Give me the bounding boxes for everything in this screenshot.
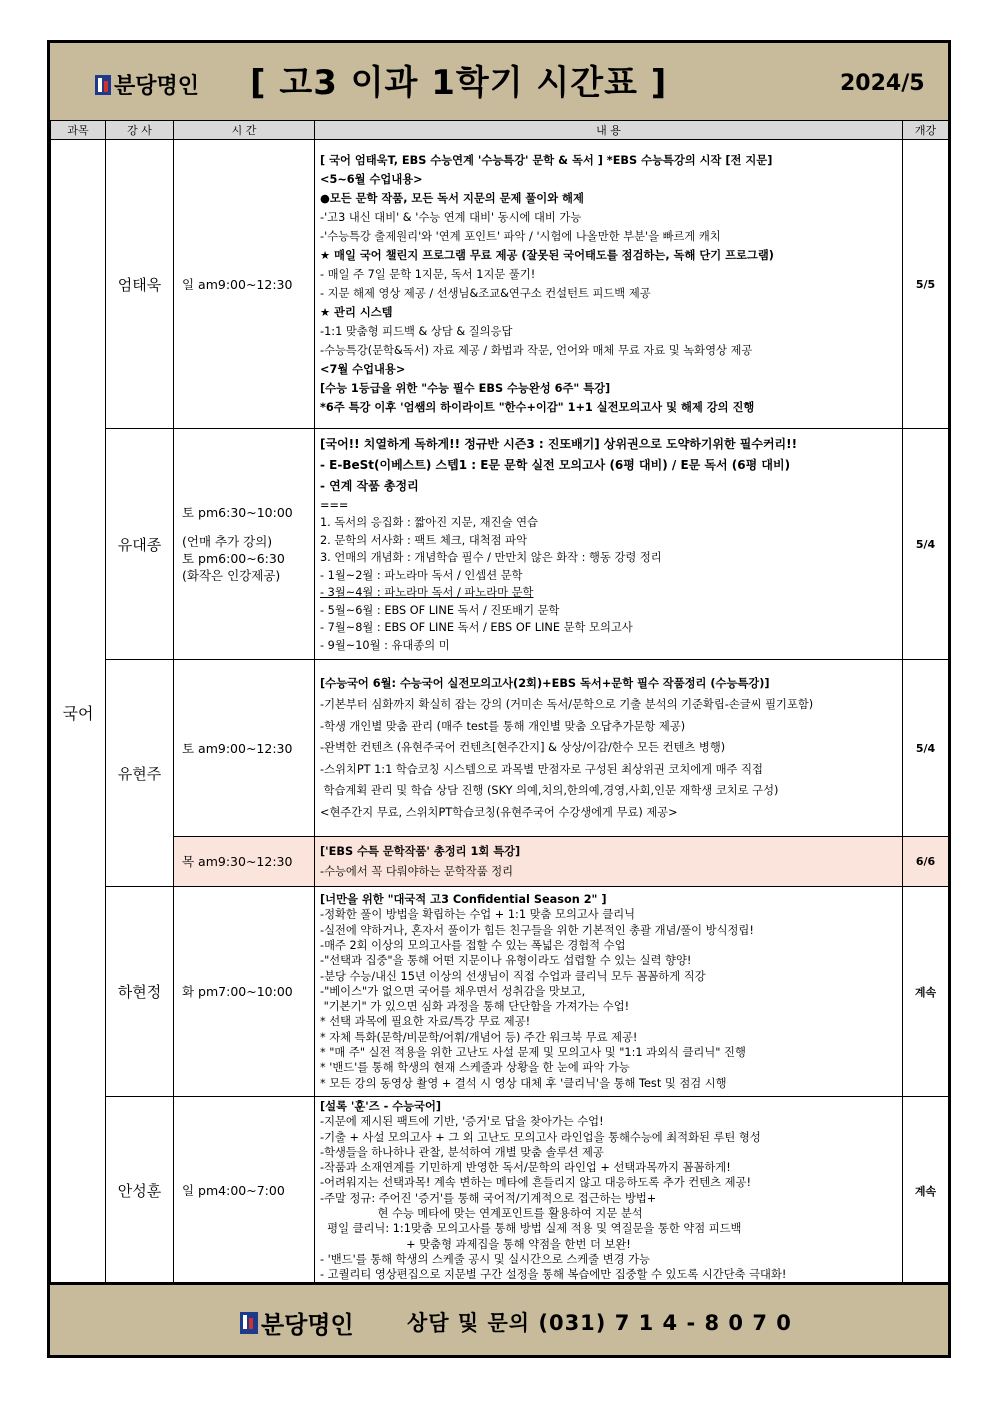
content-line: * "매 주" 실전 적용을 위한 고난도 사설 문제 및 모의고사 및 "1:1 과외식 클리닉" 진행: [320, 1046, 746, 1060]
time-line: 일 am9:00~12:30: [182, 276, 293, 292]
content-line: -수능특강(문학&독서) 자료 제공 / 화법과 작문, 언어와 매체 무료 자료 및 녹화영상 제공: [320, 344, 753, 357]
start-cell: 계속: [903, 887, 949, 1097]
content-line: - 연계 작품 총정리: [320, 478, 419, 493]
instructor-cell: 하현정: [106, 887, 174, 1097]
content-line: "기본기" 가 있으면 심화 과정을 통해 단단함을 가져가는 수업!: [320, 1000, 630, 1014]
content-line: - E-BeSt(이베스트) 스텝1 : E문 문학 실전 모의고사 (6평 대비) / E문 독서 (6평 대비): [320, 457, 791, 472]
content-line: + 맞춤형 과제집을 통해 약점을 한번 더 보완!: [320, 1237, 631, 1251]
logo-icon: [95, 75, 111, 95]
content-line: ●모든 문학 작품, 모든 독서 지문의 문제 풀이와 해제: [320, 192, 584, 205]
content-line: ★ 매일 국어 챌린지 프로그램 무료 제공 (잘못된 국어태도를 점검하는, 독해 단기 프로그램): [320, 249, 774, 262]
content-line: - 1월~2월 : 파노라마 독서 / 인셉션 문학: [320, 568, 523, 582]
content-cell: [315, 140, 903, 429]
content-line: -매주 2회 이상의 모의고사를 접할 수 있는 폭넓은 경험적 수업: [320, 938, 626, 952]
time-cell: [174, 140, 315, 429]
header-bar: [50, 43, 948, 123]
start-cell: 5/5: [903, 140, 949, 429]
content-line: -실전에 약하거나, 혼자서 풀이가 힘든 친구들을 위한 기본적인 총괄 개념/풀이 방식정립!: [320, 923, 754, 937]
content-line: 1. 독서의 응집화 : 짧아진 지문, 재진술 연습: [320, 516, 538, 530]
content-line: <5~6월 수업내용>: [320, 173, 423, 186]
content-line: - 3월~4월 : 파노라마 독서 / 파노라마 문학: [320, 586, 534, 600]
content-line: <7월 수업내용>: [320, 363, 406, 376]
content-line: - 지문 해제 영상 제공 / 선생님&조교&연구소 컨설턴트 피드백 제공: [320, 287, 651, 300]
brand-logo: [95, 69, 199, 100]
content-line: ===: [320, 498, 349, 512]
content-cell: [315, 429, 903, 660]
content-line: * '밴드'를 통해 학생의 현재 스케줄과 상황을 한 눈에 파악 가능: [320, 1061, 630, 1075]
content-line: [설록 '훈'즈 - 수능국어]: [320, 1100, 442, 1113]
time-cell: [174, 660, 315, 837]
content-line: -주말 정규: 주어진 '증거'를 통해 국어적/기계적으로 접근하는 방법+: [320, 1191, 657, 1205]
content-cell: [315, 660, 903, 837]
content-line: - 7월~8월 : EBS OF LINE 독서 / EBS OF LINE 문학 모의고사: [320, 621, 633, 635]
table-header-row: [51, 121, 949, 140]
col-subject: 과목: [51, 121, 106, 140]
contact-info: 상담 및 문의 (031) 7 1 4 - 8 0 7 0: [407, 1311, 792, 1335]
start-cell: 5/4: [903, 660, 949, 837]
content-line: 현 수능 메타에 맞는 연계포인트를 활용하여 지문 분석: [320, 1207, 643, 1221]
time-cell: [174, 429, 315, 660]
table-row: [51, 887, 949, 1097]
content-line: *6주 특강 이후 '엄쌤의 하이라이트 "한수+이감" 1+1 실전모의고사 및 해제 강의 진행: [320, 401, 755, 414]
content-line: 학습계획 관리 및 학습 상담 진행 (SKY 의예,치의,한의예,경영,사회,인문 재학생 코치로 구성): [320, 784, 779, 798]
content-line: -스위치PT 1:1 학습코칭 시스템으로 과목별 만점자로 구성된 최상위권 코치에게 매주 직접: [320, 762, 763, 776]
col-content: 내 용: [315, 121, 903, 140]
page-title: [ 고3 이과 1학기 시간표 ]: [250, 63, 668, 103]
time-line: 토 pm6:30~10:00: [182, 505, 293, 520]
content-line: ★ 관리 시스템: [320, 306, 393, 319]
table-row: [51, 429, 949, 660]
content-line: 평일 클리닉: 1:1맞춤 모의고사를 통해 방법 실제 적용 및 역질문을 통한 약점 피드백: [320, 1222, 742, 1236]
content-line: 3. 언매의 개념화 : 개념학습 필수 / 만만치 않은 화작 : 행동 강령 정리: [320, 551, 662, 565]
content-line: -"베이스"가 없으면 국어를 채우면서 성취감을 맛보고,: [320, 984, 586, 998]
content-line: - '밴드'를 통해 학생의 스케줄 공시 및 실시간으로 스케줄 변경 가능: [320, 1252, 650, 1266]
logo-icon: [240, 1312, 258, 1334]
time-line: 토 am9:00~12:30: [182, 740, 293, 756]
time-cell: [174, 1097, 315, 1286]
start-cell: 6/6: [903, 837, 949, 887]
col-start: 개강: [903, 121, 949, 140]
content-line: [ 국어 엄태욱T, EBS 수능연계 '수능특강' 문학 & 독서 ] *EBS 수능특강의 시작 [전 지문]: [320, 154, 773, 167]
content-line: -학생 개인별 맞춤 관리 (매주 test를 통해 개인별 맞춤 오답추가문항 제공): [320, 719, 686, 733]
instructor-cell: 엄태욱: [106, 140, 174, 429]
content-line: <현주간지 무료, 스위치PT학습코칭(유현주국어 수강생에게 무료) 제공>: [320, 805, 678, 819]
content-cell: [315, 837, 903, 887]
table-row: [51, 140, 949, 429]
content-line: -분당 수능/내신 15년 이상의 선생님이 직접 수업과 클리닉 모두 꼼꼼하게 직강: [320, 969, 706, 983]
col-time: 시 간: [174, 121, 315, 140]
start-cell: 5/4: [903, 429, 949, 660]
content-line: * 모든 강의 동영상 촬영 + 결석 시 영상 대체 후 '클리닉'을 통해 Test 및 점검 시행: [320, 1076, 727, 1090]
schedule-table: [50, 120, 949, 1286]
content-line: -"선택과 집중"을 통해 어떤 지문이나 유형이라도 섭렵할 수 있는 실력 향양!: [320, 954, 692, 968]
time-line: (언매 추가 강의): [182, 534, 273, 549]
table-row: [51, 660, 949, 837]
content-line: [너만을 위한 "대국적 고3 Confidential Season 2" ]: [320, 893, 607, 907]
instructor-cell: 유현주: [106, 660, 174, 887]
instructor-cell: 안성훈: [106, 1097, 174, 1286]
content-line: - 고퀄리티 영상편집으로 지문별 구간 설정을 통해 복습에만 집중할 수 있도록 시간단축 극대화!: [320, 1268, 787, 1282]
time-cell: [174, 887, 315, 1097]
content-line: - 매일 주 7일 문학 1지문, 독서 1지문 풀기!: [320, 268, 536, 281]
content-line: -1:1 맞춤형 피드백 & 상담 & 질의응답: [320, 325, 513, 338]
instructor-cell: 유대종: [106, 429, 174, 660]
content-line: -기본부터 심화까지 확실히 잡는 강의 (거미손 독서/문학으로 기출 분석의 기준확립-손글씨 필기포함): [320, 698, 814, 712]
content-line: -지문에 제시된 팩트에 기반, '증거'로 답을 찾아가는 수업!: [320, 1115, 604, 1129]
col-instructor: 강 사: [106, 121, 174, 140]
content-line: -기출 + 사설 모의고사 + 그 외 고난도 모의고사 라인업을 통해수능에 최적화된 루틴 형성: [320, 1130, 761, 1144]
content-line: [수능 1등급을 위한 "수능 필수 EBS 수능완성 6주" 특강]: [320, 382, 611, 395]
content-line: * 자체 특화(문학/비문학/어휘/개념어 등) 주간 워크북 무료 제공!: [320, 1030, 638, 1044]
table-row: [51, 1097, 949, 1286]
content-line: -'고3 내신 대비' & '수능 연계 대비' 동시에 대비 가능: [320, 211, 582, 224]
time-line: 토 pm6:00~6:30: [182, 551, 285, 566]
content-line: -'수능특강 출제원리'와 '연계 포인트' 파악 / '시험에 나올만한 부분'을 빠르게 캐치: [320, 230, 721, 243]
content-cell: [315, 1097, 903, 1286]
content-line: -정확한 풀이 방법을 확립하는 수업 + 1:1 맞춤 모의고사 클리닉: [320, 908, 636, 922]
content-line: 2. 문학의 서사화 : 팩트 체크, 대척점 파악: [320, 533, 528, 547]
content-line: -학생들을 하나하나 관찰, 분석하여 개별 맞춤 솔루션 제공: [320, 1145, 604, 1159]
content-line: [국어!! 치열하게 독하게!! 정규반 시즌3 : 진또배기] 상위권으로 도약하기위한 필수커리!!: [320, 436, 798, 451]
start-cell: 계속: [903, 1097, 949, 1286]
content-line: [수능국어 6월: 수능국어 실전모의고사(2회)+EBS 독서+문학 필수 작품정리 (수능특강)]: [320, 676, 770, 690]
logo-text: 분당명인: [261, 1311, 354, 1339]
content-line: -어려워지는 선택과목! 계속 변하는 메타에 흔들리지 않고 대응하도록 추가 컨텐츠 제공!: [320, 1176, 751, 1190]
time-line: 목 am9:30~12:30: [182, 854, 293, 869]
content-line: -완벽한 컨텐츠 (유현주국어 컨텐츠[현주간지] & 상상/이감/한수 모든 컨텐츠 병행): [320, 741, 726, 755]
content-cell: [315, 887, 903, 1097]
content-line: -수능에서 꼭 다뤄야하는 문학작품 정리: [320, 864, 514, 878]
footer-bar: [50, 1282, 948, 1355]
time-cell: [174, 837, 315, 887]
content-line: - 9월~10월 : 유대종의 미: [320, 638, 450, 652]
logo-text: 분당명인: [114, 74, 200, 99]
content-line: - 5월~6월 : EBS OF LINE 독서 / 진또배기 문학: [320, 603, 560, 617]
timetable-frame: [47, 40, 951, 1358]
time-line: 일 pm4:00~7:00: [182, 1183, 285, 1199]
footer-logo: [240, 1305, 354, 1340]
content-line: * 선택 과목에 필요한 자료/특강 무료 제공!: [320, 1015, 531, 1029]
content-line: -작품과 소재연계를 기민하게 반영한 독서/문학의 라인업 + 선택과목까지 꼼꼼하게!: [320, 1161, 731, 1175]
content-line: ['EBS 수특 문학작품' 총정리 1회 특강]: [320, 845, 521, 858]
table-row: [51, 837, 949, 887]
time-line: (화작은 인강제공): [182, 568, 281, 583]
date-label: 2024/5: [840, 71, 925, 96]
subject-cell: 국어: [51, 140, 106, 1286]
time-line: 화 pm7:00~10:00: [182, 984, 293, 999]
